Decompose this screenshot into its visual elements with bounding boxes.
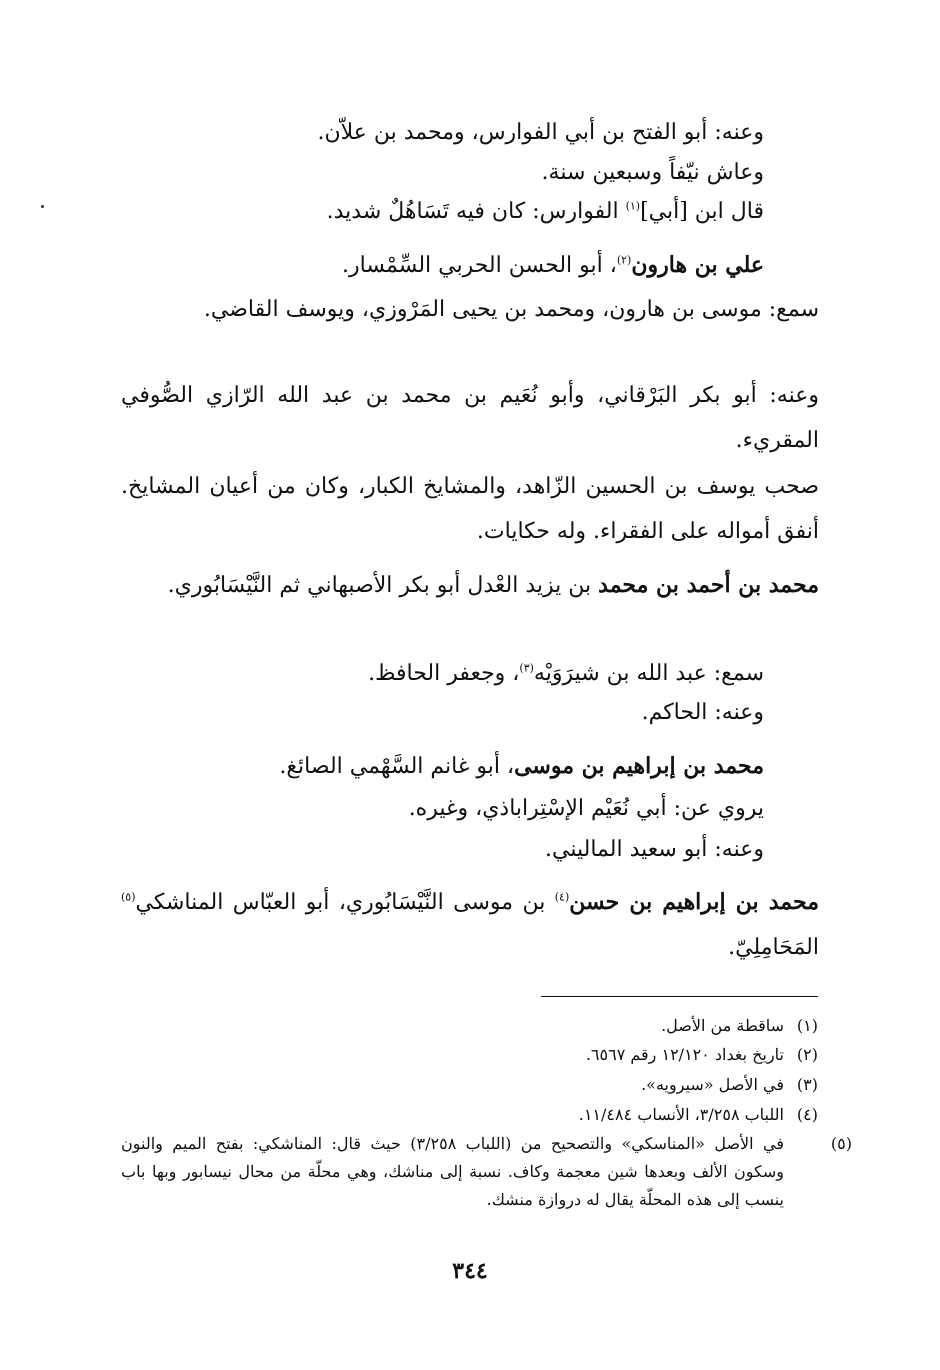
footnote-text: تاريخ بغداد ١٢/١٢٠ رقم ٦٥٦٧. [585,1045,784,1064]
text-line: وعنه: الحاكم. [641,700,764,725]
footnote-text: في الأصل «سيرويه». [641,1075,784,1094]
entry-descriptor: المَحَامِلِيّ. [728,935,819,960]
footnote-text: ساقطة من الأصل. [661,1016,784,1035]
footnote-text: اللباب ٣/٢٥٨، الأنساب ١١/٤٨٤. [578,1105,784,1124]
footnote [121,1101,818,1129]
footnote-number: (١) [796,1016,818,1035]
entry-heading [121,880,819,970]
text-segment: قال ابن [أبي] [640,199,764,224]
entry-descriptor: ، أبو الحسن الحربي السِّمْسار. [342,253,617,278]
footnote-number: (٥) [830,1134,852,1153]
entry-name: محمد بن إبراهيم بن موسى [514,753,764,779]
footnote-ref: (٣) [519,661,534,675]
entry-heading [121,563,819,608]
text-line: يروي عن: أبي نُعَيْم الإسْتِراباذي، وغيره. [408,796,764,821]
entry-descriptor: ، أبو غانم السَّهْمي الصائغ. [279,754,515,779]
entry-heading [121,744,764,789]
footnote-number: (٣) [796,1075,818,1094]
paragraph: صحب يوسف بن الحسين الزّاهد، والمشايخ الكبار، وكان من أعيان المشايخ. أنفق أمواله على الفقراء. وله حكايات. [121,474,819,544]
page-number: ٣٤٤ [452,1258,488,1284]
footnote [121,1071,818,1099]
scan-speck [41,205,44,208]
entry-name: محمد بن إبراهيم بن حسن [569,889,819,915]
footnote [121,1041,818,1069]
entry-name: علي بن هارون [631,252,764,278]
text-segment: الفوارس: كان فيه تَسَاهُلٌ شديد. [326,199,626,224]
paragraph: سمع: موسى بن هارون، ومحمد بن يحيى المَرْوزي، ويوسف القاضي. [203,297,819,322]
footnote-ref: (٥) [121,890,136,904]
paragraph: وعنه: أبو بكر البَرْقاني، وأبو نُعَيم بن محمد بن عبد الله الرّازي الصُّوفي المقريء. [121,383,819,453]
text-segment: ، وجعفر الحافظ. [368,661,520,686]
entry-name: محمد بن أحمد بن محمد [598,572,819,598]
text-line: وعنه: أبو الفتح بن أبي الفوارس، ومحمد بن علاّن. [317,120,764,145]
entry-heading [121,243,764,288]
text-line [121,189,764,234]
text-line: وعاش نيّفاً وسبعين سنة. [541,160,764,185]
entry-descriptor: بن يزيد العْدل أبو بكر الأصبهاني ثم النَّيْسَابُوري. [167,573,599,598]
footnote-ref: (٢) [616,253,632,267]
text-line: وعنه: أبو سعيد الماليني. [545,837,764,862]
text-segment: سمع: عبد الله بن شيرَوَيْه [533,661,764,686]
footnote-separator [541,996,818,997]
footnote [121,1012,818,1040]
footnote-number: (٤) [796,1105,818,1124]
footnote-number: (٢) [796,1045,818,1064]
footnote [121,1130,852,1214]
footnote-ref: (١) [625,199,641,213]
footnote-ref: (٤) [554,890,570,904]
entry-descriptor: بن موسى النَّيْسَابُوري، أبو العبّاس المناشكي [135,890,555,915]
footnote-text: في الأصل «المناسكي» والتصحيح من (اللباب ٣/٢٥٨) حيث قال: المناشكي: بفتح الميم والنون وسكون الألف وبعدها شين معجمة وكاف. نسبة إلى مناشك، وهي محلّة من محال نيسابور وبها باب ينسب إلى هذه المحلّة يقال له دروازة منشك. [121,1134,784,1209]
